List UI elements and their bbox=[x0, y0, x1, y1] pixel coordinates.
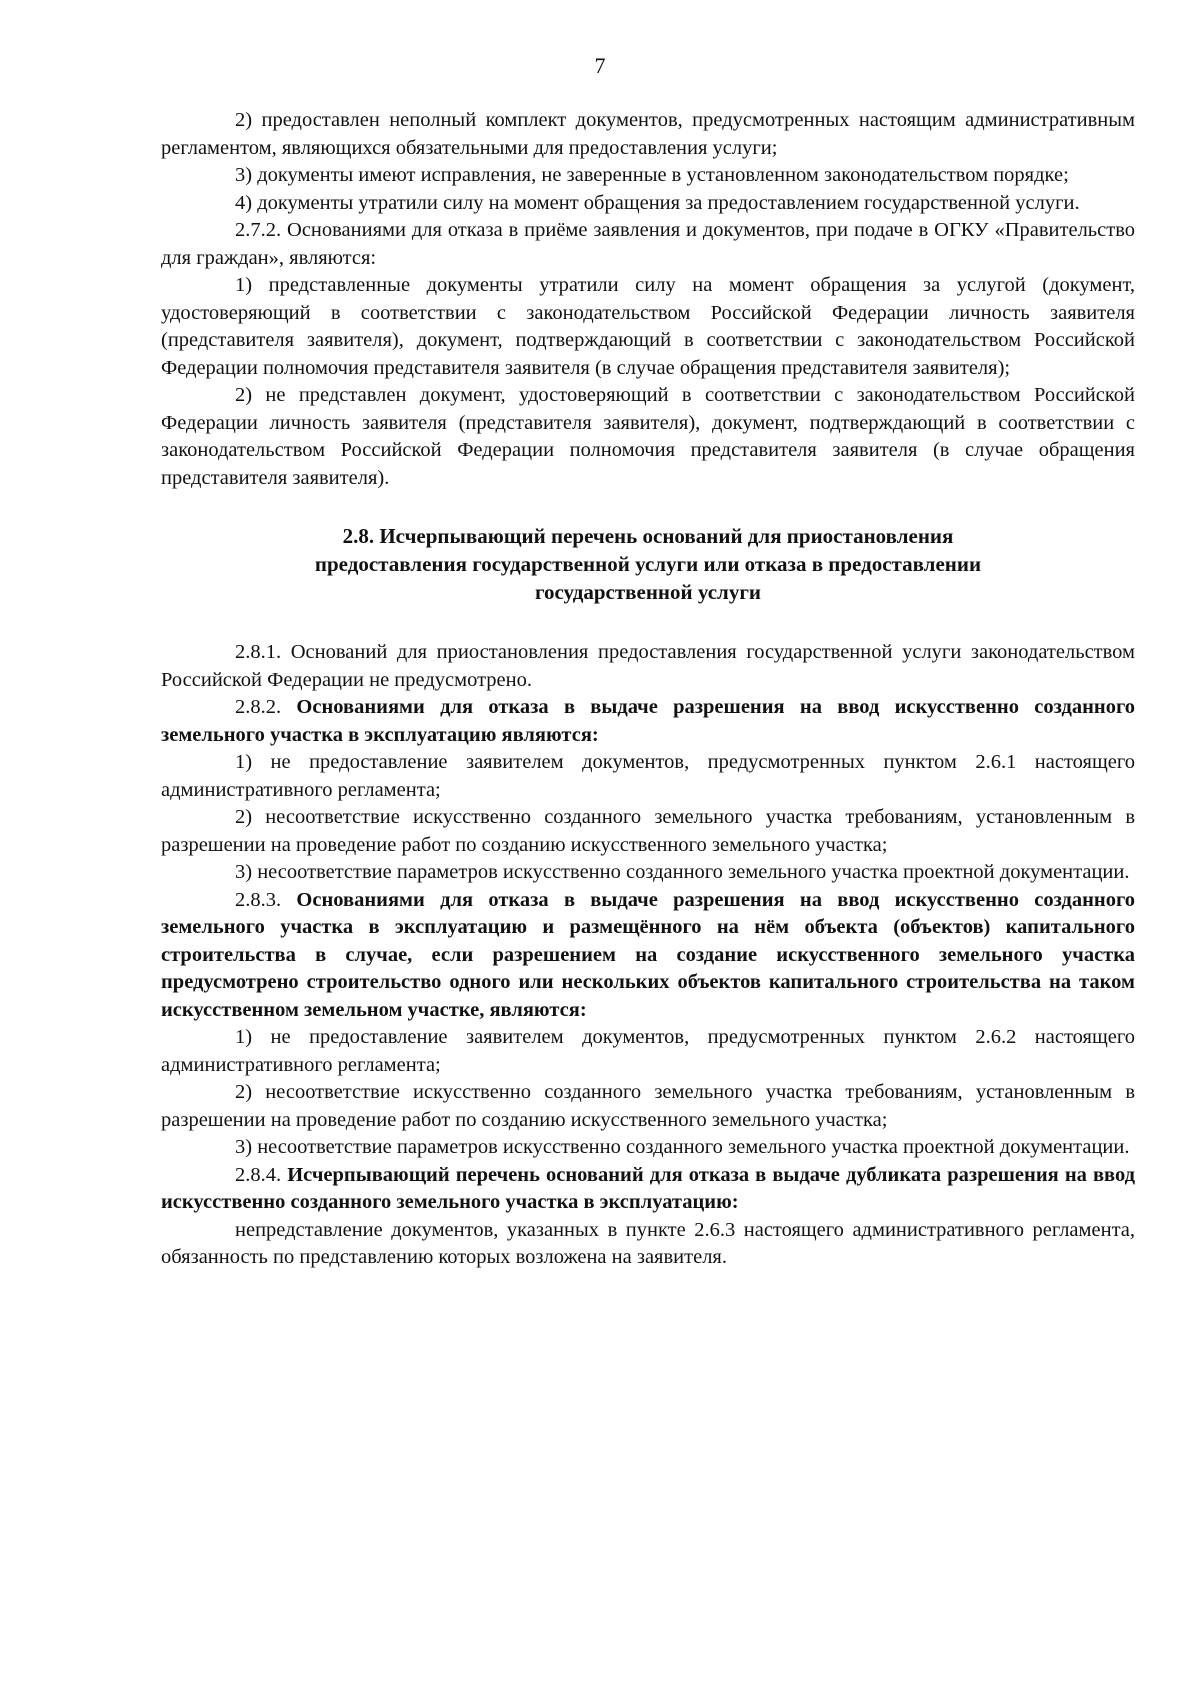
paragraph-2-8-4 bbox=[161, 1162, 1135, 1217]
section-heading-2-8 bbox=[161, 522, 1135, 606]
paragraph-2-8-3-item-3: 3) несоответствие параметров искусственно созданного земельного участка проектной документации. bbox=[235, 1136, 1130, 1158]
paragraph-2-7-1-item-3: 3) документы имеют исправления, не заверенные в установленном законодательством порядке; bbox=[235, 164, 1069, 186]
paragraph-2-8-3-item-2: 2) несоответствие искусственно созданного земельного участка требованиям, установленным в разрешении на проведение работ по созданию искусственного земельного участка; bbox=[161, 1081, 1135, 1131]
heading-line: предоставления государственной услуги или отказа в предоставлении bbox=[314, 552, 982, 576]
paragraph-number: 2.8.2. bbox=[235, 696, 282, 718]
paragraph-2-8-3 bbox=[161, 887, 1135, 1025]
heading-line: 2.8. Исчерпывающий перечень оснований для приостановления bbox=[342, 524, 954, 548]
paragraph-2-8-2-item-1: 1) не предоставление заявителем документов, предусмотренных пунктом 2.6.1 настоящего административного регламента; bbox=[161, 751, 1135, 801]
paragraph-2-8-1: 2.8.1. Оснований для приостановления предоставления государственной услуги законодательством Российской Федерации не предусмотрено. bbox=[161, 641, 1135, 691]
paragraph-2-8-2-item-3: 3) несоответствие параметров искусственно созданного земельного участка проектной документации. bbox=[235, 861, 1130, 883]
paragraph-number: 2.8.4. bbox=[235, 1163, 282, 1186]
paragraph-bold-text: Основаниями для отказа в выдаче разрешения на ввод искусственно созданного земельного участка в эксплуатацию и размещённого на нём объекта (объектов) капитального строительства в случае, если разрешением на создание искусственного земельного участка предусмотрено строительство одного или нескольких объектов капитального строительства на таком искусственном земельном участке, являются: bbox=[161, 888, 1136, 1021]
paragraph-2-8-3-item-1: 1) не предоставление заявителем документов, предусмотренных пунктом 2.6.2 настоящего административного регламента; bbox=[161, 1026, 1135, 1076]
paragraph-2-7-2-item-1: 1) представленные документы утратили силу на момент обращения за услугой (документ, удостоверяющий в соответствии с законодательством Российской Федерации личность заявителя (представителя заявителя), документ, подтверждающий в соответствии с законодательством Российской Федерации полномочия представителя заявителя (в случае обращения представителя заявителя); bbox=[161, 274, 1135, 379]
document-body bbox=[161, 107, 1135, 1272]
paragraph-2-7-2-item-2: 2) не представлен документ, удостоверяющий в соответствии с законодательством Российской Федерации личность заявителя (представителя заявителя), документ, подтверждающий в соответствии с законодательством Российской Федерации полномочия представителя заявителя (в случае обращения представителя заявителя). bbox=[161, 384, 1135, 489]
heading-line: государственной услуги bbox=[535, 580, 761, 604]
paragraph-2-7-1-item-2: 2) предоставлен неполный комплект документов, предусмотренных настоящим административным регламентом, являющихся обязательными для предоставления услуги; bbox=[161, 109, 1135, 159]
page-number: 7 bbox=[594, 53, 606, 78]
paragraph-bold-text: Исчерпывающий перечень оснований для отказа в выдаче дубликата разрешения на ввод искусственно созданного земельного участка в эксплуатацию: bbox=[161, 1163, 1136, 1213]
paragraph-number: 2.8.3. bbox=[235, 888, 282, 911]
paragraph-2-8-2-item-2: 2) несоответствие искусственно созданного земельного участка требованиям, установленным в разрешении на проведение работ по созданию искусственного земельного участка; bbox=[161, 806, 1135, 856]
paragraph-2-8-2 bbox=[161, 694, 1135, 749]
paragraph-2-7-2: 2.7.2. Основаниями для отказа в приёме заявления и документов, при подаче в ОГКУ «Правительство для граждан», являются: bbox=[161, 219, 1135, 269]
paragraph-2-7-1-item-4: 4) документы утратили силу на момент обращения за предоставлением государственной услуги. bbox=[235, 191, 1080, 214]
paragraph-2-8-4-text: непредставление документов, указанных в пункте 2.6.3 настоящего административного регламента, обязанность по представлению которых возложена на заявителя. bbox=[161, 1218, 1135, 1268]
paragraph-bold-text: Основаниями для отказа в выдаче разрешения на ввод искусственно созданного земельного участка в эксплуатацию являются: bbox=[161, 696, 1136, 746]
